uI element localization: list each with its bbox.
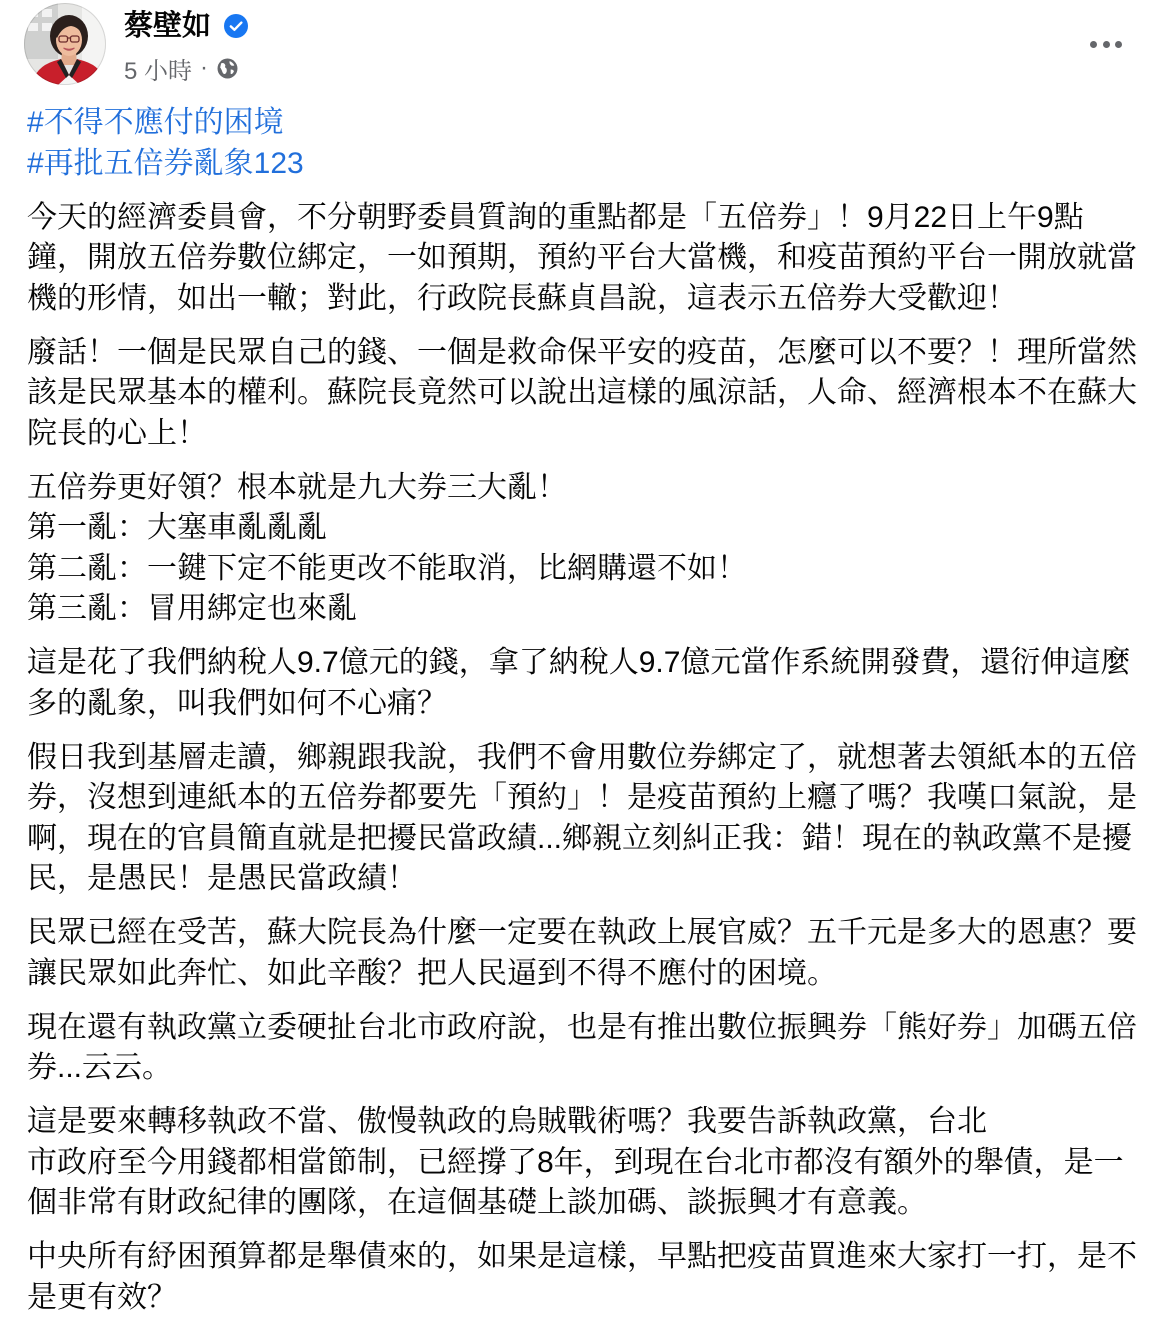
post-text-line: 個非常有財政紀律的團隊，在這個基礎上談加碼、談振興才有意義。 bbox=[27, 1186, 927, 1219]
post-text-line: 現在還有執政黨立委硬扯台北市政府說，也是有推出數位振興券「熊好券」加碼五倍 bbox=[27, 1010, 1137, 1044]
post-text-line: 該是民眾基本的權利。蘇院長竟然可以說出這樣的風涼話，人命、經濟根本不在蘇大 bbox=[27, 376, 1137, 409]
post-text-line: 讓民眾如此奔忙、如此辛酸？把人民逼到不得不應付的困境。 bbox=[27, 956, 837, 990]
more-options-icon bbox=[1090, 41, 1122, 48]
post-text-line: 券...云云。 bbox=[27, 1051, 173, 1084]
post-text-line: 民，是愚民！是愚民當政績！ bbox=[27, 862, 417, 895]
post-text-line: 是更有效？ bbox=[27, 1280, 177, 1314]
post-text-line: 第三亂：冒用綁定也來亂 bbox=[27, 592, 357, 625]
post-text-line: 今天的經濟委員會，不分朝野委員質詢的重點都是「五倍券」！9月22日上午9點 bbox=[27, 200, 1084, 234]
post-text-line: 市政府至今用錢都相當節制，已經撐了8年，到現在台北市都沒有額外的舉債，是一 bbox=[27, 1145, 1124, 1179]
post-paragraph bbox=[27, 1102, 1152, 1224]
post-text-line: 第一亂：大塞車亂亂亂 bbox=[27, 511, 327, 544]
author-avatar[interactable] bbox=[24, 3, 106, 85]
post-paragraph bbox=[27, 643, 1152, 724]
more-dot bbox=[1103, 41, 1110, 48]
post-text-line: 中央所有紓困預算都是舉債來的，如果是這樣，早點把疫苗買進來大家打一打，是不 bbox=[27, 1240, 1137, 1273]
more-dot bbox=[1090, 41, 1097, 48]
post-text-line: 第二亂：一鍵下定不能更改不能取消，比網購還不如！ bbox=[27, 551, 747, 585]
post-text-line: 這是要來轉移執政不當、傲慢執政的烏賊戰術嗎？我要告訴執政黨，台北 bbox=[27, 1105, 987, 1138]
profile-photo bbox=[24, 3, 106, 85]
meta-separator: · bbox=[200, 54, 209, 81]
post-text-line: 券，沒想到連紙本的五倍券都要先「預約」！是疫苗預約上癮了嗎？我嘆口氣說，是 bbox=[27, 781, 1137, 814]
post-paragraph bbox=[27, 738, 1152, 900]
more-options-button[interactable] bbox=[1081, 24, 1131, 64]
post-paragraph bbox=[27, 1008, 1152, 1089]
post-paragraph bbox=[27, 468, 1152, 630]
post-text-line: 廢話！一個是民眾自己的錢、一個是救命保平安的疫苗，怎麼可以不要？！理所當然 bbox=[27, 335, 1137, 369]
post-text-line: 這是花了我們納稅人9.7億元的錢，拿了納稅人9.7億元當作系統開發費，還衍伸這麼 bbox=[27, 646, 1131, 679]
post-text-line: 假日我到基層走讀，鄉親跟我說，我們不會用數位券綁定了，就想著去領紙本的五倍 bbox=[27, 740, 1137, 774]
post-paragraph bbox=[27, 333, 1152, 455]
globe-icon bbox=[217, 58, 238, 79]
post-text-line: 民眾已經在受苦，蘇大院長為什麼一定要在執政上展官威？五千元是多大的恩惠？要 bbox=[27, 916, 1137, 949]
hashtag-link[interactable]: #再批五倍券亂象123 bbox=[27, 146, 304, 180]
post-timestamp[interactable]: 5 小時 bbox=[124, 57, 193, 85]
post-content bbox=[27, 103, 1152, 1318]
author-row bbox=[124, 6, 248, 46]
author-name[interactable]: 蔡壁如 bbox=[124, 10, 212, 42]
post-paragraph bbox=[27, 913, 1152, 994]
post-text-line: 院長的心上！ bbox=[27, 416, 207, 450]
post-paragraph bbox=[27, 1237, 1152, 1318]
post-text-line: 五倍券更好領？根本就是九大券三大亂！ bbox=[27, 470, 567, 504]
post-text-line: 機的形情，如出一轍；對此，行政院長蘇貞昌說，這表示五倍券大受歡迎！ bbox=[27, 281, 1017, 315]
more-dot bbox=[1115, 41, 1122, 48]
verified-badge-icon bbox=[224, 14, 248, 38]
post-meta bbox=[124, 52, 238, 84]
post-text-line: 鐘，開放五倍券數位綁定，一如預期，預約平台大當機，和疫苗預約平台一開放就當 bbox=[27, 241, 1137, 274]
hashtag-link[interactable]: #不得不應付的困境 bbox=[27, 106, 284, 139]
post-text bbox=[27, 198, 1152, 1319]
post-paragraph bbox=[27, 198, 1152, 320]
post-text-line: 啊，現在的官員簡直就是把擾民當政績...鄉親立刻糾正我：錯！現在的執政黨不是擾 bbox=[27, 821, 1133, 855]
post-text-line: 多的亂象，叫我們如何不心痛？ bbox=[27, 686, 447, 720]
